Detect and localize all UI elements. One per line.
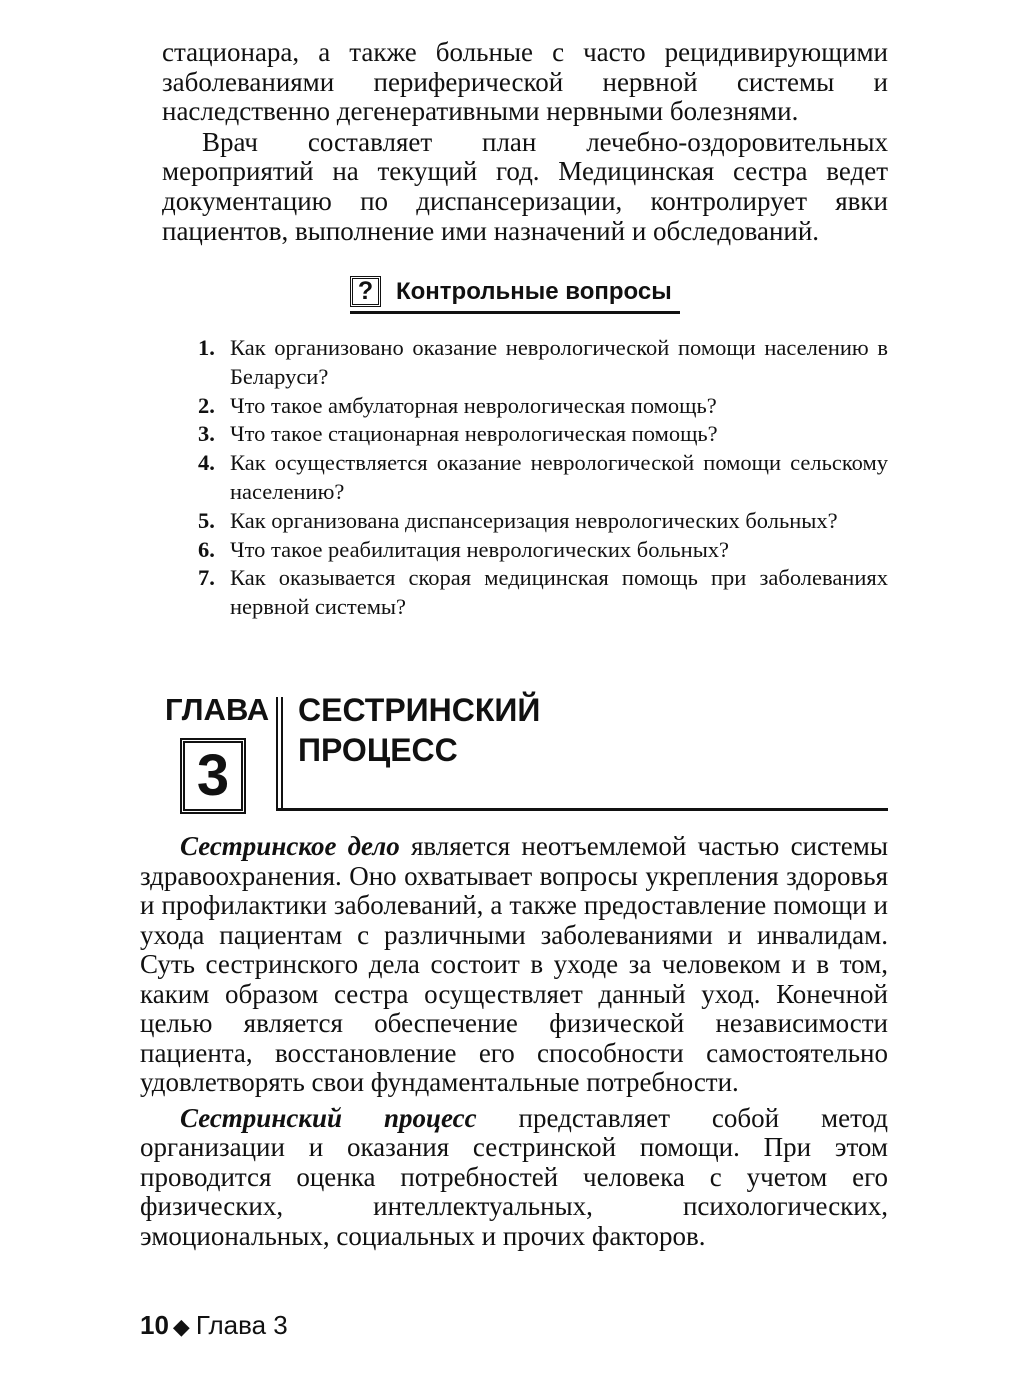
- question-item: 7. Как оказывается скорая медицинская помощь при заболеваниях нервной системы?: [198, 565, 888, 620]
- heading-underline: [350, 311, 680, 314]
- question-item: 4. Как осуществляется оказание неврологической помощи сельскому населению?: [198, 450, 888, 504]
- questions-heading: [350, 272, 680, 316]
- intro-text: [162, 38, 888, 246]
- chapter-underline: [276, 808, 888, 811]
- question-item: 5. Как организована диспансеризация неврологических больных?: [198, 507, 838, 533]
- chapter-title: [298, 690, 698, 770]
- chapter-divider-line: [276, 697, 278, 811]
- intro-paragraph-2: Врач составляет план лечебно-оздоровительных мероприятий на текущий год. Медицинская сестра ведет документацию по диспансеризации, контролирует явки пациентов, выполнение ими назначений и обследований.: [162, 126, 888, 246]
- chapter-body: [140, 832, 888, 1251]
- chapter-number: 3: [180, 738, 246, 814]
- question-item: 1. Как организовано оказание неврологической помощи населению в Беларуси?: [198, 335, 888, 389]
- term-nursing-process: Сестринский процесс: [180, 1102, 477, 1133]
- body-paragraph-1: Сестринское дело является неотъемлемой частью системы здравоохранения. Оно охватывает вопросы укрепления здоровья и профилактики заболеваний, а также предоставление помощи и ухода пациентам с различными заболеваниями и инвалидам. Суть сестринского дела состоит в уходе за человеком и в том, каким образом сестра осуществляет данный уход. Конечной целью является обеспечение физической независимости пациента, восстановление его способности самостоятельно удовлетворять свои фундаментальные потребности.: [140, 831, 888, 1097]
- page-number: 10: [140, 1310, 169, 1340]
- term-nursing: Сестринское дело: [180, 831, 400, 861]
- question-mark-icon: ?: [350, 276, 381, 307]
- page-footer: [140, 1308, 288, 1344]
- questions-list: [198, 334, 888, 622]
- diamond-icon: ◆: [172, 1314, 190, 1339]
- intro-paragraph-1: стационара, а также больные с часто рецидивирующими заболеваниями периферической нервной системы и наследственно дегенеративными нервными болезнями.: [162, 37, 888, 127]
- chapter-label: ГЛАВА: [165, 692, 270, 727]
- body-paragraph-2: Сестринский процесс представляет собой метод организации и оказания сестринской помощи. При этом проводится оценка потребностей человека с учетом его физических, интеллектуальных, психологических, эмоциональных, социальных и прочих факторов.: [140, 1102, 888, 1251]
- question-item: 2. Что такое амбулаторная неврологическая помощь?: [198, 392, 717, 418]
- chapter-divider-line: [281, 697, 283, 811]
- chapter-title-line-2: ПРОЦЕСС: [298, 732, 458, 768]
- footer-chapter-label: Глава 3: [195, 1310, 288, 1340]
- question-item: 3. Что такое стационарная неврологическая помощь?: [198, 421, 718, 447]
- question-item: 6. Что такое реабилитация неврологических больных?: [198, 536, 730, 562]
- questions-title: Контрольные вопросы: [396, 278, 672, 305]
- chapter-title-line-1: СЕСТРИНСКИЙ: [298, 692, 541, 728]
